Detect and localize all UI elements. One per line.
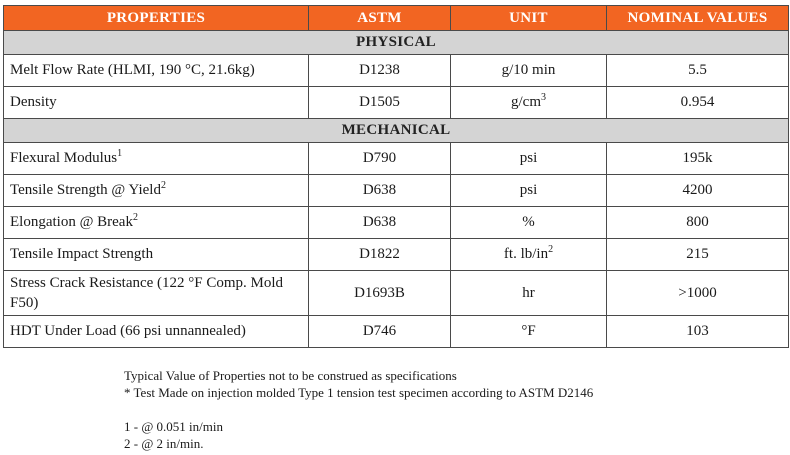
unit-cell: °F bbox=[451, 316, 607, 348]
astm-cell: D1822 bbox=[309, 239, 451, 271]
footnote-marker: 2 bbox=[132, 212, 138, 223]
property-cell: Density bbox=[4, 87, 309, 119]
header-properties: PROPERTIES bbox=[4, 6, 309, 31]
notes-spacer bbox=[124, 401, 593, 418]
value-cell: 4200 bbox=[607, 175, 789, 207]
unit-cell: psi bbox=[451, 143, 607, 175]
table-row bbox=[4, 239, 789, 271]
table-row bbox=[4, 271, 789, 316]
test-method-note: * Test Made on injection molded Type 1 tension test specimen according to ASTM D2146 bbox=[124, 385, 594, 400]
properties-sheet bbox=[3, 5, 788, 348]
property-cell: Stress Crack Resistance (122 °F Comp. Mold F50) bbox=[4, 271, 309, 316]
value-cell: >1000 bbox=[607, 271, 789, 316]
table-row bbox=[4, 207, 789, 239]
value-cell: 103 bbox=[607, 316, 789, 348]
unit-cell: g/10 min bbox=[451, 55, 607, 87]
unit-cell: psi bbox=[451, 175, 607, 207]
value-cell: 5.5 bbox=[607, 55, 789, 87]
property-cell bbox=[4, 143, 309, 175]
value-cell: 0.954 bbox=[607, 87, 789, 119]
property-cell: Melt Flow Rate (HLMI, 190 °C, 21.6kg) bbox=[4, 55, 309, 87]
astm-cell: D790 bbox=[309, 143, 451, 175]
astm-cell: D1505 bbox=[309, 87, 451, 119]
table-row bbox=[4, 143, 789, 175]
notes-block bbox=[124, 367, 593, 452]
table-row bbox=[4, 87, 789, 119]
header-unit: UNIT bbox=[451, 6, 607, 31]
property-cell: Tensile Impact Strength bbox=[4, 239, 309, 271]
unit-cell bbox=[451, 239, 607, 271]
table-row bbox=[4, 175, 789, 207]
property-text: Elongation @ Break bbox=[10, 214, 133, 230]
property-text: Tensile Strength @ Yield bbox=[10, 182, 161, 198]
value-cell: 215 bbox=[607, 239, 789, 271]
unit-superscript: 2 bbox=[548, 244, 554, 255]
astm-cell: D638 bbox=[309, 207, 451, 239]
astm-cell: D638 bbox=[309, 175, 451, 207]
footnote-marker: 1 bbox=[117, 148, 123, 159]
unit-text: ft. lb/in bbox=[503, 246, 549, 262]
property-cell: HDT Under Load (66 psi unnannealed) bbox=[4, 316, 309, 348]
header-astm: ASTM bbox=[309, 6, 451, 31]
section-title-physical: PHYSICAL bbox=[4, 31, 789, 55]
property-cell bbox=[4, 175, 309, 207]
astm-cell: D1693B bbox=[309, 271, 451, 316]
value-cell: 195k bbox=[607, 143, 789, 175]
property-text: Flexural Modulus bbox=[10, 150, 118, 166]
properties-table bbox=[3, 5, 789, 348]
footnote-2: 2 - @ 2 in/min. bbox=[124, 436, 204, 451]
astm-cell: D746 bbox=[309, 316, 451, 348]
table-header-row bbox=[4, 6, 789, 31]
property-cell bbox=[4, 207, 309, 239]
typical-values-note: Typical Value of Properties not to be construed as specifications bbox=[124, 368, 457, 383]
unit-cell bbox=[451, 87, 607, 119]
table-row bbox=[4, 55, 789, 87]
astm-cell: D1238 bbox=[309, 55, 451, 87]
unit-text: g/cm bbox=[511, 94, 541, 110]
value-cell: 800 bbox=[607, 207, 789, 239]
unit-superscript: 3 bbox=[541, 92, 546, 103]
footnote-1: 1 - @ 0.051 in/min bbox=[124, 419, 223, 434]
header-nominal-values: NOMINAL VALUES bbox=[607, 6, 789, 31]
unit-cell: % bbox=[451, 207, 607, 239]
table-row bbox=[4, 316, 789, 348]
section-row-mechanical bbox=[4, 119, 789, 143]
section-row-physical bbox=[4, 31, 789, 55]
section-title-mechanical: MECHANICAL bbox=[4, 119, 789, 143]
unit-cell: hr bbox=[451, 271, 607, 316]
footnote-marker: 2 bbox=[160, 180, 166, 191]
